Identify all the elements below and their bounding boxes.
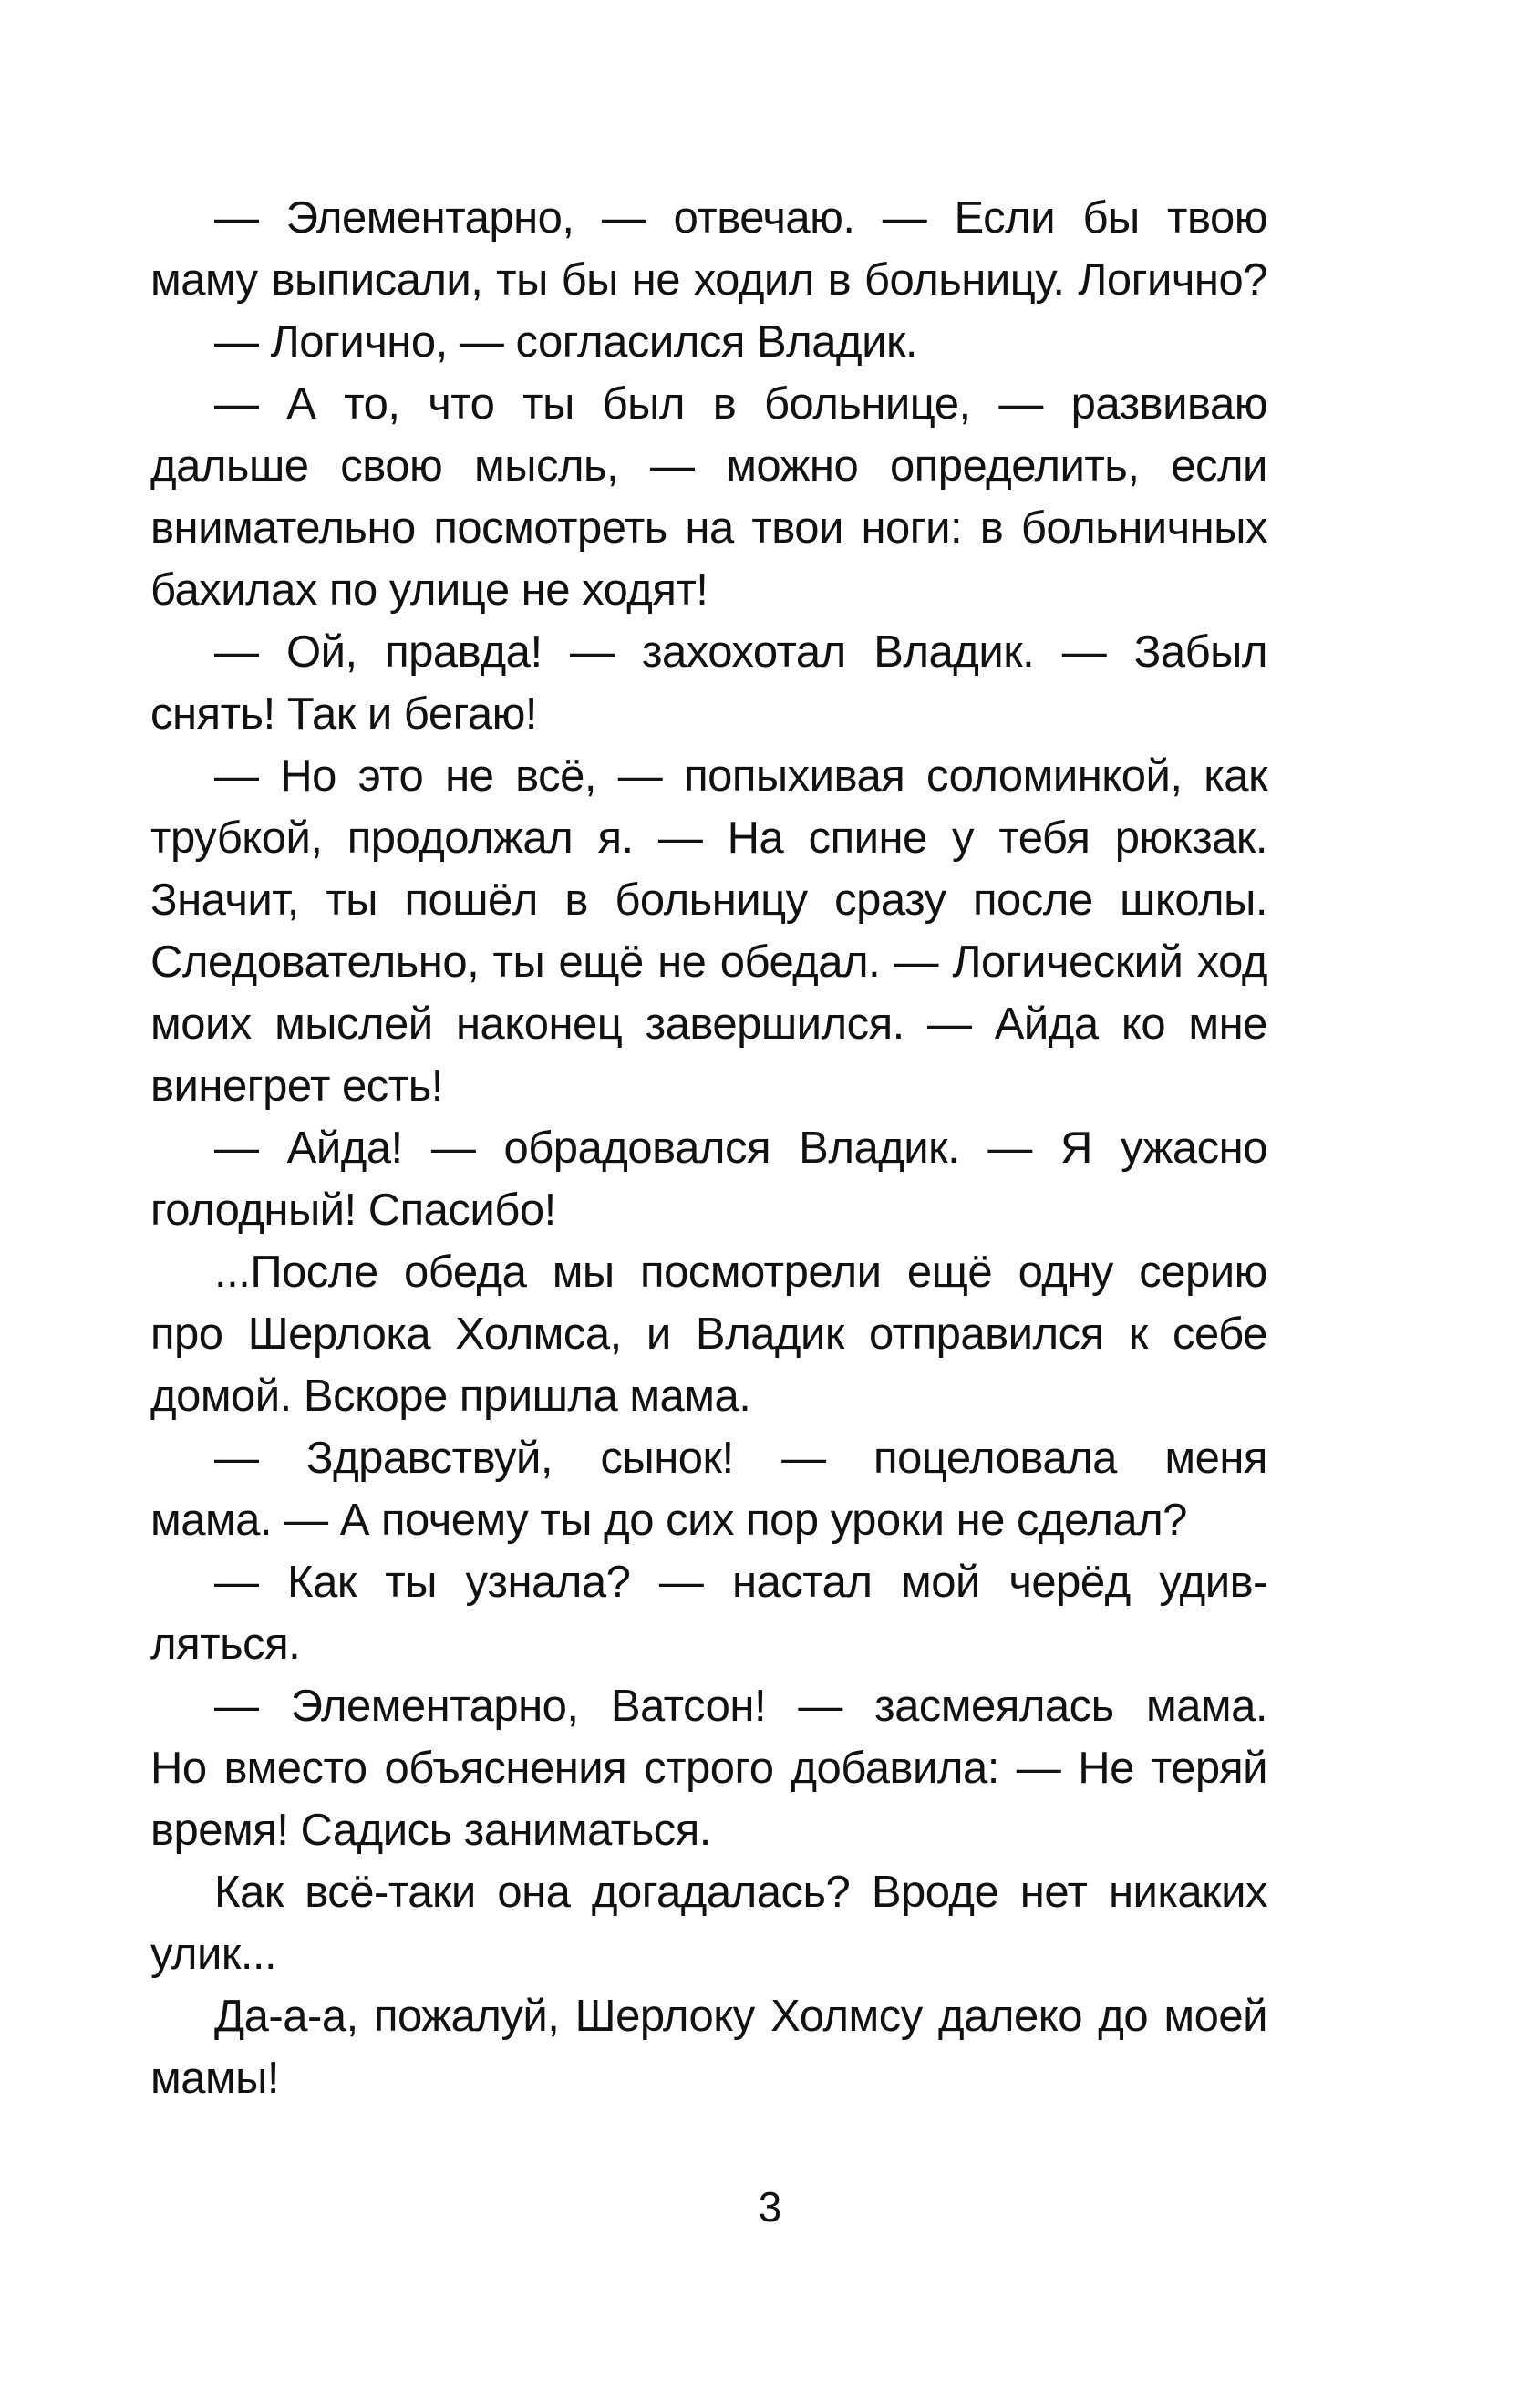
text-line: домой. Вскоре пришла мама. — [150, 1372, 751, 1421]
text-line: Но вместо объяснения строго добавила: — Не теряй — [150, 1744, 1267, 1793]
text-line: внимательно посмотреть на твои ноги: в больничных — [150, 503, 1267, 553]
text-line: — Как ты узнала? — настал мой черёд удив- — [214, 1558, 1267, 1607]
text-line: Значит, ты пошёл в больницу сразу после школы. — [150, 875, 1267, 925]
text-line: улик... — [150, 1930, 277, 1979]
text-line: — Элементарно, — отвечаю. — Если бы твою — [214, 193, 1267, 243]
text-line: маму выписали, ты бы не ходил в больницу. Логично? — [150, 255, 1267, 305]
text-line: Как всё-таки она догадалась? Вроде нет никаких — [214, 1868, 1267, 1917]
text-line: Да-а-а, пожалуй, Шерлоку Холмсу далеко до моей — [214, 1992, 1267, 2041]
text-line: — Элементарно, Ватсон! — засмеялась мама. — [214, 1682, 1267, 1731]
body-text — [150, 187, 1267, 2109]
text-line: Следовательно, ты ещё не обедал. — Логический ход — [150, 937, 1267, 987]
text-line: — Логично, — согласился Владик. — [214, 317, 918, 367]
text-line: про Шерлока Холмса, и Владик отправился к себе — [150, 1310, 1267, 1359]
text-line: — Но это не всё, — попыхивая соломинкой, как — [214, 751, 1267, 801]
text-line: винегрет есть! — [150, 1061, 443, 1111]
text-line: ляться. — [150, 1620, 301, 1669]
text-line: — Ой, правда! — захохотал Владик. — Забыл — [214, 627, 1267, 677]
text-line: ...После обеда мы посмотрели ещё одну серию — [214, 1248, 1267, 1297]
page-number: 3 — [758, 2183, 782, 2231]
text-line: — Здравствуй, сынок! — поцеловала меня — [214, 1434, 1267, 1483]
text-line: мама. — А почему ты до сих пор уроки не сделал? — [150, 1496, 1187, 1545]
text-line: — А то, что ты был в больнице, — развиваю — [214, 379, 1267, 429]
text-line: дальше свою мысль, — можно определить, если — [150, 441, 1267, 491]
text-line: бахилах по улице не ходят! — [150, 565, 708, 615]
text-line: мамы! — [150, 2054, 279, 2103]
text-line: трубкой, продолжал я. — На спине у тебя рюкзак. — [150, 813, 1267, 863]
text-line: время! Садись заниматься. — [150, 1806, 711, 1855]
text-line: моих мыслей наконец завершился. — Айда ко мне — [150, 999, 1267, 1049]
text-line: голодный! Спасибо! — [150, 1186, 556, 1235]
text-line: — Айда! — обрадовался Владик. — Я ужасно — [214, 1124, 1267, 1173]
text-line: снять! Так и бегаю! — [150, 689, 537, 739]
